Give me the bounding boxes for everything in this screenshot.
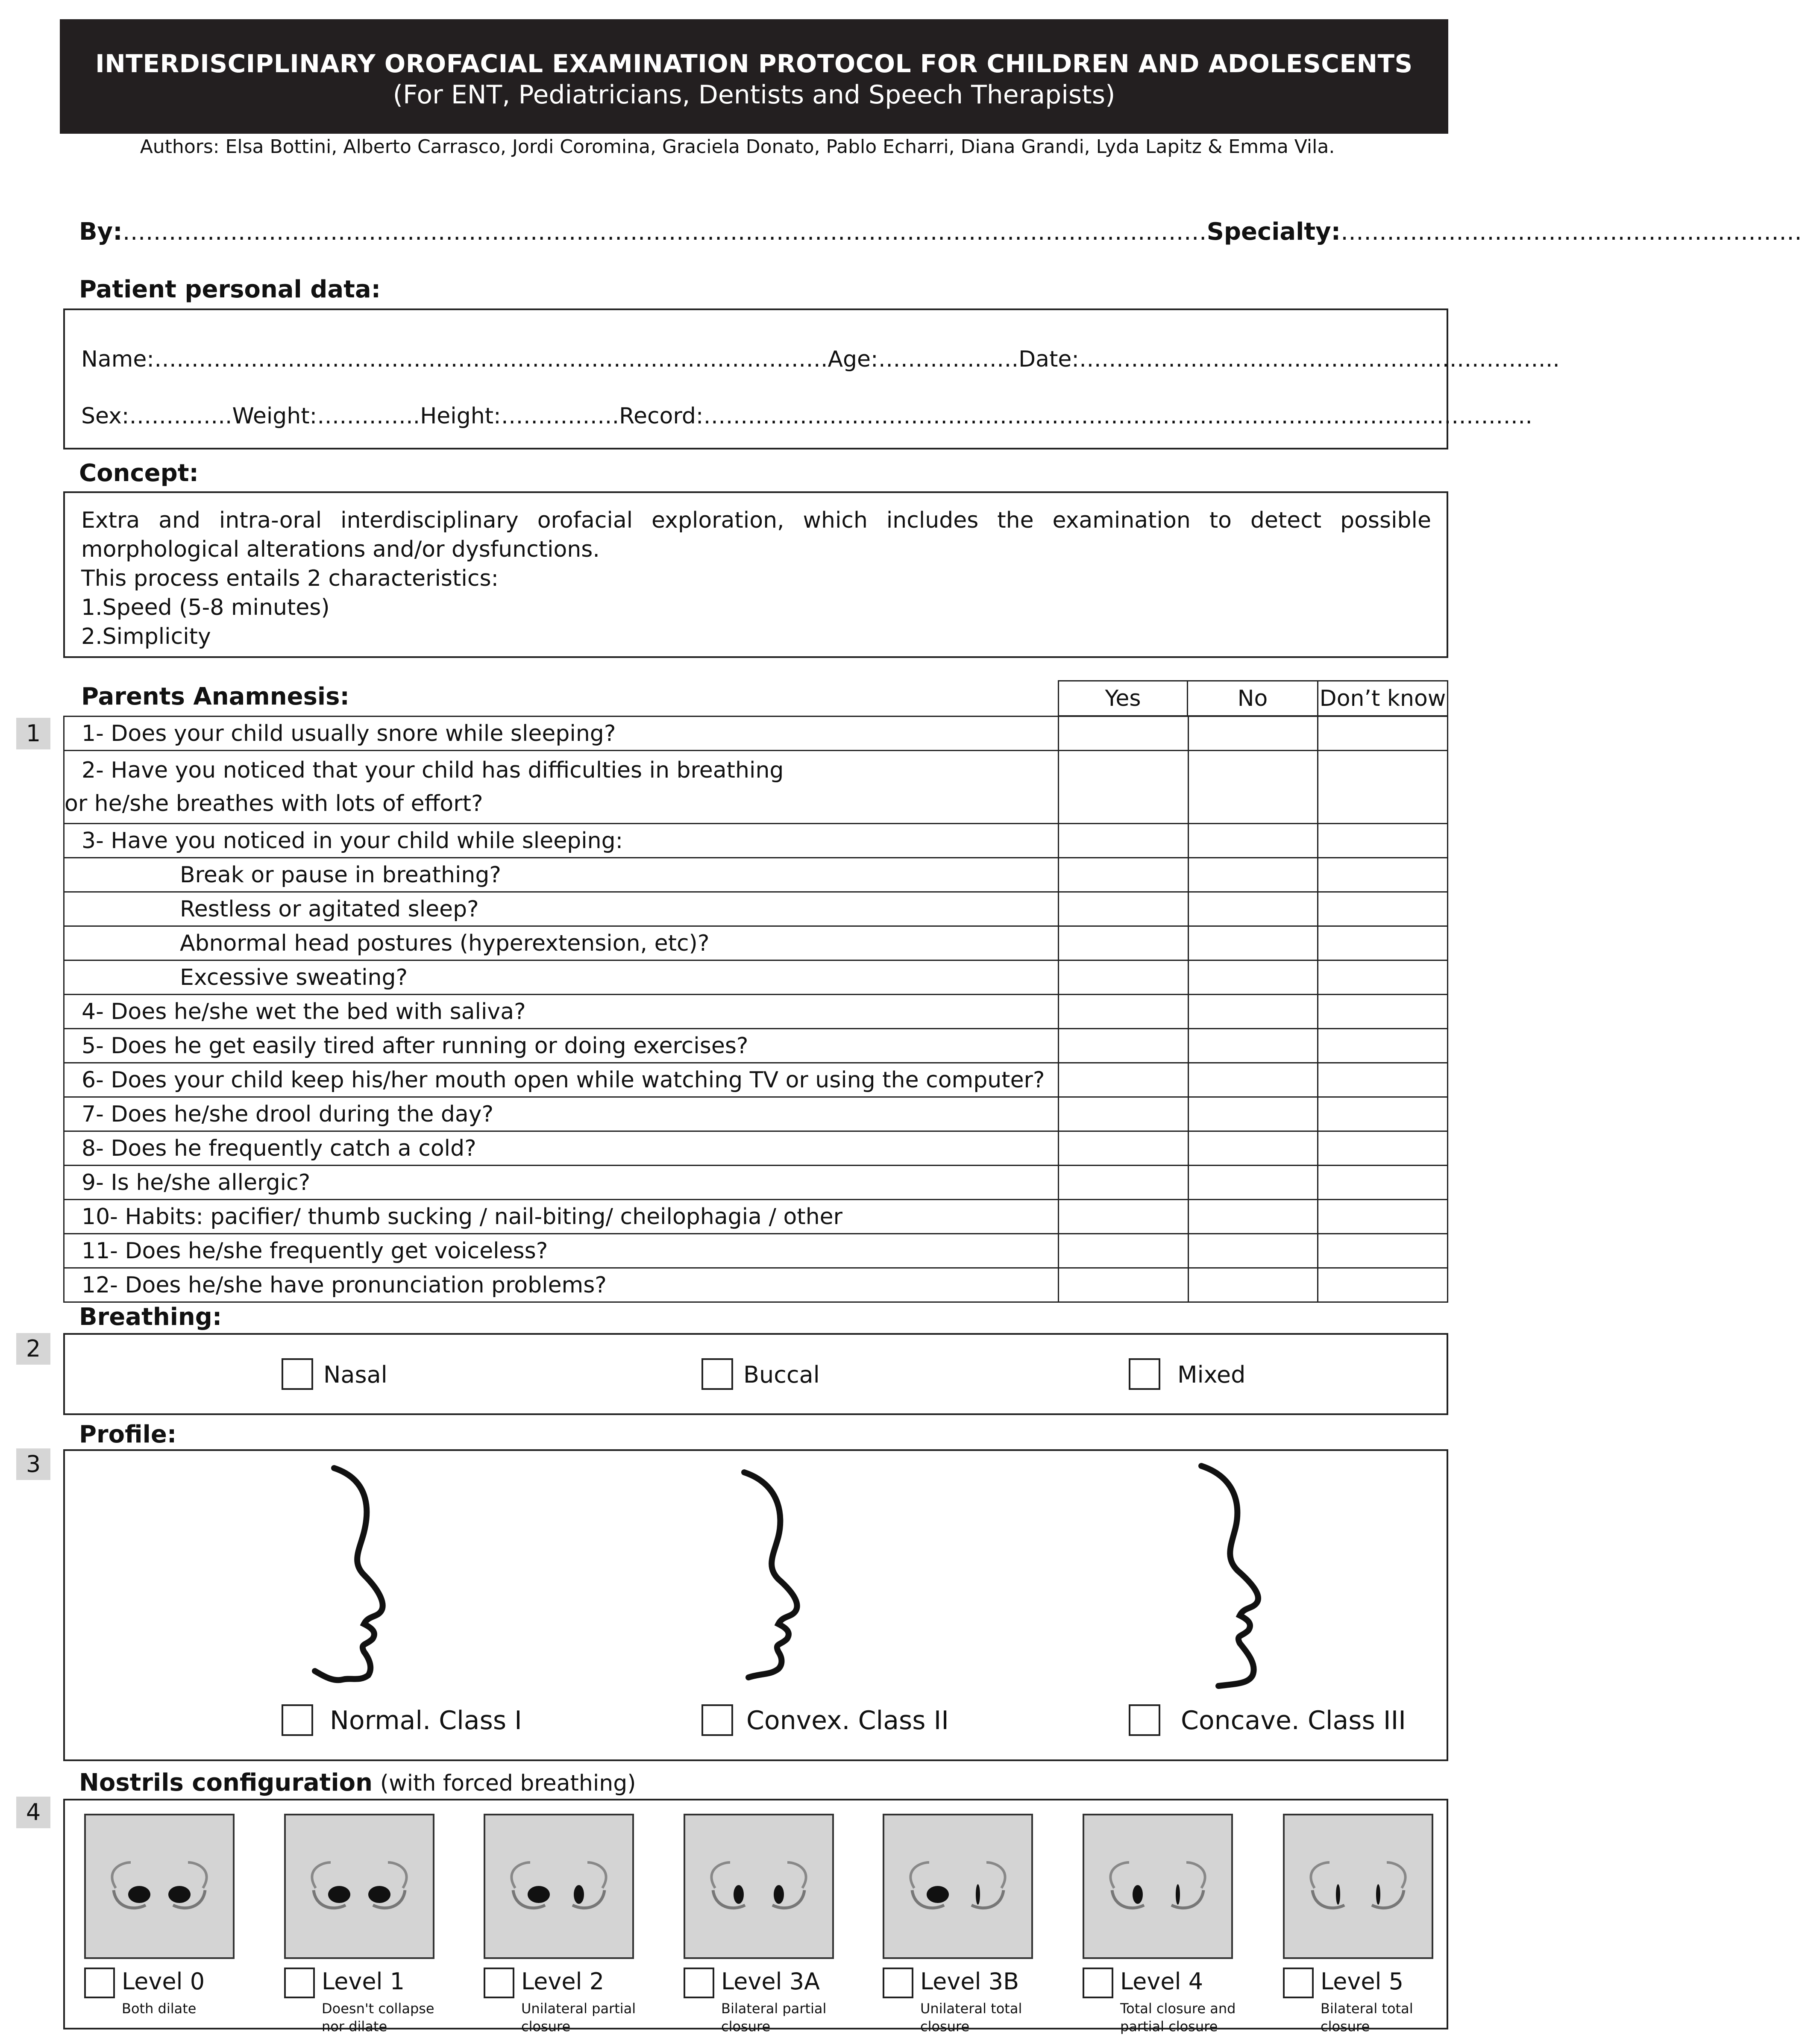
normal-profile-icon — [300, 1464, 428, 1686]
question-cell: 5- Does he get easily tired after running or doing exercises? — [64, 1029, 1059, 1063]
specialty-label: Specialty: — [1206, 218, 1341, 246]
name-field[interactable]: ………………………………………………………………………………. — [154, 347, 828, 372]
patient-data-box — [63, 308, 1560, 449]
concept-paragraph: Extra and intra-oral interdisciplinary orofacial exploration, which includes the examination to detect possible morphological alterations and/or dysfunctions. — [81, 508, 1431, 562]
question-cell: 9- Is he/she allergic? — [64, 1166, 1059, 1200]
question-cell: Abnormal head postures (hyperextension, etc)? — [64, 926, 1059, 960]
table-row — [64, 1234, 1448, 1268]
question-line-2: or he/she breathes with lots of effort? — [65, 791, 483, 816]
level-description — [322, 2000, 434, 2035]
age-label: Age: — [828, 347, 878, 372]
answer-yes[interactable] — [1059, 1268, 1189, 1302]
form-title: INTERDISCIPLINARY OROFACIAL EXAMINATION PROTOCOL FOR CHILDREN AND ADOLESCENTS — [95, 49, 1413, 78]
question-cell: 12- Does he/she have pronunciation problems? — [64, 1268, 1059, 1302]
nose-icon — [1285, 1815, 1432, 1957]
concept-line-4: 2.Simplicity — [81, 624, 211, 649]
convex-class-ii-checkbox[interactable] — [701, 1704, 733, 1736]
table-row — [64, 1268, 1448, 1302]
record-field[interactable]: …………………………………………………………………………………………………. — [703, 403, 1532, 429]
table-row — [64, 1200, 1448, 1234]
table-row — [64, 960, 1448, 995]
level-checkbox-6[interactable] — [1283, 1968, 1314, 1998]
answer-yes[interactable] — [1059, 926, 1189, 960]
question-cell: 10- Habits: pacifier/ thumb sucking / nail-biting/ cheilophagia / other — [64, 1200, 1059, 1234]
answer-yes[interactable] — [1059, 1200, 1189, 1234]
nostrils-heading: Nostrils configuration — [79, 1769, 373, 1797]
table-row — [64, 717, 1448, 751]
header-banner — [60, 19, 1448, 134]
question-cell: 6- Does your child keep his/her mouth open while watching TV or using the computer? — [64, 1063, 1059, 1097]
breathing-heading: Breathing: — [79, 1303, 222, 1331]
answer-no[interactable] — [1188, 1200, 1318, 1234]
answer-yes[interactable] — [1059, 995, 1189, 1029]
nostril-image-2 — [484, 1814, 634, 1959]
answer-dont-know[interactable] — [1318, 1063, 1448, 1097]
level-description — [1321, 2000, 1413, 2035]
by-specialty-row — [79, 218, 1802, 246]
table-row — [64, 1029, 1448, 1063]
table-row — [64, 1063, 1448, 1097]
patient-row-2 — [81, 403, 1532, 429]
normal-class-i-label: Normal. Class I — [330, 1706, 522, 1736]
answer-no[interactable] — [1188, 1029, 1318, 1063]
answer-yes[interactable] — [1059, 751, 1189, 824]
answer-no[interactable] — [1188, 1166, 1318, 1200]
nose-icon — [485, 1815, 632, 1957]
question-cell: 7- Does he/she drool during the day? — [64, 1097, 1059, 1131]
col-dont-know: Don’t know — [1317, 680, 1448, 717]
concept-line-2: This process entails 2 characteristics: — [81, 566, 499, 591]
mixed-checkbox[interactable] — [1129, 1358, 1160, 1390]
answer-yes[interactable] — [1059, 960, 1189, 995]
level-desc-line-1: Doesn't collapse — [322, 2000, 434, 2017]
level-desc-line-1: Total closure and — [1120, 2000, 1236, 2017]
answer-no[interactable] — [1188, 824, 1318, 858]
concept-heading: Concept: — [79, 459, 199, 487]
nostril-image-5 — [1083, 1814, 1233, 1959]
answer-yes[interactable] — [1059, 892, 1189, 926]
answer-dont-know[interactable] — [1318, 824, 1448, 858]
height-label: Height: — [420, 403, 501, 429]
level-desc-line-2: closure — [721, 2018, 771, 2035]
date-field[interactable]: ……………………………………………………….. — [1079, 347, 1560, 372]
by-field[interactable]: …………………………………………………………………………………………………………………………… — [122, 218, 1207, 245]
nostril-image-1 — [284, 1814, 434, 1959]
age-field[interactable]: ………………. — [878, 347, 1019, 372]
answer-dont-know[interactable] — [1318, 751, 1448, 824]
answer-yes[interactable] — [1059, 717, 1189, 751]
concave-class-iii-label: Concave. Class III — [1181, 1706, 1406, 1736]
table-row — [64, 858, 1448, 892]
weight-label: Weight: — [232, 403, 317, 429]
level-desc-line-1: Bilateral total — [1321, 2000, 1413, 2017]
level-name: Level 2 — [521, 1968, 605, 1995]
convex-class-ii-label: Convex. Class II — [746, 1706, 949, 1736]
question-cell: 4- Does he/she wet the bed with saliva? — [64, 995, 1059, 1029]
nose-icon — [1084, 1815, 1231, 1957]
level-description — [521, 2000, 636, 2035]
col-yes: Yes — [1058, 680, 1188, 717]
level-desc-line-2: closure — [920, 2018, 970, 2035]
answer-no[interactable] — [1188, 858, 1318, 892]
answer-yes[interactable] — [1059, 1131, 1189, 1166]
question-cell: Excessive sweating? — [64, 960, 1059, 995]
anamnesis-table — [63, 716, 1448, 1303]
section-number-2: 2 — [16, 1333, 50, 1365]
level-checkbox-0[interactable] — [84, 1968, 115, 1998]
table-row — [64, 892, 1448, 926]
answer-yes[interactable] — [1059, 824, 1189, 858]
nasal-checkbox[interactable] — [282, 1358, 313, 1390]
level-checkbox-3[interactable] — [684, 1968, 714, 1998]
nose-icon — [685, 1815, 832, 1957]
mixed-label: Mixed — [1177, 1361, 1246, 1388]
by-label: By: — [79, 218, 123, 246]
question-cell: Break or pause in breathing? — [64, 858, 1059, 892]
answer-dont-know[interactable] — [1318, 995, 1448, 1029]
question-cell: 11- Does he/she frequently get voiceless? — [64, 1234, 1059, 1268]
answer-dont-know[interactable] — [1318, 1200, 1448, 1234]
answer-dont-know[interactable] — [1318, 1131, 1448, 1166]
name-label: Name: — [81, 347, 154, 372]
table-row — [64, 926, 1448, 960]
level-checkbox-5[interactable] — [1083, 1968, 1113, 1998]
table-row — [64, 751, 1448, 824]
breathing-box — [63, 1333, 1448, 1415]
section-number-3: 3 — [16, 1448, 50, 1480]
record-label: Record: — [619, 403, 704, 429]
sex-field[interactable]: ………….. — [129, 403, 232, 429]
answer-no[interactable] — [1188, 1234, 1318, 1268]
level-name: Level 0 — [122, 1968, 205, 1995]
section-number-4: 4 — [16, 1797, 50, 1828]
answer-no[interactable] — [1188, 751, 1318, 824]
level-description — [721, 2000, 826, 2035]
level-desc-line-1: Both dilate — [122, 2000, 197, 2017]
nostrils-heading-row — [79, 1769, 636, 1797]
patient-data-heading: Patient personal data: — [79, 276, 381, 303]
buccal-checkbox[interactable] — [701, 1358, 733, 1390]
specialty-field[interactable]: …………………………………………………… — [1341, 218, 1802, 245]
answer-yes[interactable] — [1059, 858, 1189, 892]
level-desc-line-1: Unilateral total — [920, 2000, 1022, 2017]
level-name: Level 3A — [721, 1968, 820, 1995]
buccal-label: Buccal — [743, 1361, 820, 1388]
level-name: Level 3B — [920, 1968, 1019, 1995]
weight-field[interactable]: ………….. — [317, 403, 420, 429]
convex-profile-icon — [719, 1464, 847, 1686]
answer-dont-know[interactable] — [1318, 858, 1448, 892]
answer-dont-know[interactable] — [1318, 717, 1448, 751]
form-subtitle: (For ENT, Pediatricians, Dentists and Speech Therapists) — [393, 80, 1115, 110]
level-description — [1120, 2000, 1236, 2035]
answer-yes[interactable] — [1059, 1097, 1189, 1131]
answer-yes[interactable] — [1059, 1234, 1189, 1268]
level-desc-line-2: partial closure — [1120, 2018, 1218, 2035]
answer-dont-know[interactable] — [1318, 1268, 1448, 1302]
concept-line-3: 1.Speed (5-8 minutes) — [81, 595, 330, 620]
concave-class-iii-checkbox[interactable] — [1129, 1704, 1160, 1736]
level-checkbox-2[interactable] — [484, 1968, 514, 1998]
answer-no[interactable] — [1188, 717, 1318, 751]
authors-line: Authors: Elsa Bottini, Alberto Carrasco, Jordi Coromina, Graciela Donato, Pablo Echarri, Diana Grandi, Lyda Lapitz & Emma Vila. — [140, 136, 1335, 158]
answer-dont-know[interactable] — [1318, 1029, 1448, 1063]
date-label: Date: — [1018, 347, 1079, 372]
level-desc-line-2: nor dilate — [322, 2018, 387, 2035]
concave-profile-icon — [1176, 1460, 1304, 1690]
nostrils-heading-note: (with forced breathing) — [380, 1771, 636, 1796]
concept-box — [63, 491, 1448, 658]
answer-yes[interactable] — [1059, 1029, 1189, 1063]
answer-no[interactable] — [1188, 892, 1318, 926]
answer-no[interactable] — [1188, 926, 1318, 960]
question-cell: 3- Have you noticed in your child while sleeping: — [64, 824, 1059, 858]
level-name: Level 1 — [322, 1968, 405, 1995]
patient-row-1 — [81, 347, 1560, 372]
table-row — [64, 1131, 1448, 1166]
level-checkbox-4[interactable] — [883, 1968, 913, 1998]
level-description — [920, 2000, 1022, 2035]
question-cell: Restless or agitated sleep? — [64, 892, 1059, 926]
anamnesis-heading: Parents Anamnesis: — [81, 683, 349, 711]
nostril-image-6 — [1283, 1814, 1433, 1959]
nasal-label: Nasal — [323, 1361, 387, 1388]
level-desc-line-1: Unilateral partial — [521, 2000, 636, 2017]
profile-box — [63, 1449, 1448, 1761]
question-cell: 1- Does your child usually snore while sleeping? — [64, 717, 1059, 751]
answer-dont-know[interactable] — [1318, 892, 1448, 926]
table-row — [64, 824, 1448, 858]
section-number-1: 1 — [16, 718, 50, 749]
question-cell: 8- Does he frequently catch a cold? — [64, 1131, 1059, 1166]
answer-yes[interactable] — [1059, 1063, 1189, 1097]
level-name: Level 4 — [1120, 1968, 1203, 1995]
table-row — [64, 1097, 1448, 1131]
answer-no[interactable] — [1188, 1063, 1318, 1097]
answer-no[interactable] — [1188, 995, 1318, 1029]
nostril-image-4 — [883, 1814, 1033, 1959]
table-row — [64, 1166, 1448, 1200]
nose-icon — [884, 1815, 1031, 1957]
level-desc-line-1: Bilateral partial — [721, 2000, 827, 2017]
answer-no[interactable] — [1188, 1097, 1318, 1131]
question-cell — [64, 751, 1059, 824]
normal-class-i-checkbox[interactable] — [282, 1704, 313, 1736]
col-no: No — [1187, 680, 1318, 717]
level-checkbox-1[interactable] — [284, 1968, 315, 1998]
answer-dont-know[interactable] — [1318, 1097, 1448, 1131]
level-desc-line-2: closure — [1321, 2018, 1370, 2035]
answer-no[interactable] — [1188, 960, 1318, 995]
nostril-image-3 — [684, 1814, 834, 1959]
nostril-image-0 — [84, 1814, 235, 1959]
answer-dont-know[interactable] — [1318, 960, 1448, 995]
answer-dont-know[interactable] — [1318, 1234, 1448, 1268]
question-line-1: 2- Have you noticed that your child has difficulties in breathing — [82, 758, 784, 783]
nose-icon — [286, 1815, 433, 1957]
nose-icon — [86, 1815, 233, 1957]
answer-no[interactable] — [1188, 1131, 1318, 1166]
answer-no[interactable] — [1188, 1268, 1318, 1302]
table-row — [64, 995, 1448, 1029]
answer-dont-know[interactable] — [1318, 1166, 1448, 1200]
answer-dont-know[interactable] — [1318, 926, 1448, 960]
profile-heading: Profile: — [79, 1421, 177, 1448]
sex-label: Sex: — [81, 403, 129, 429]
level-desc-line-2: closure — [521, 2018, 571, 2035]
level-name: Level 5 — [1321, 1968, 1404, 1995]
level-description — [122, 2000, 196, 2018]
height-field[interactable]: ……………. — [501, 403, 619, 429]
answer-yes[interactable] — [1059, 1166, 1189, 1200]
